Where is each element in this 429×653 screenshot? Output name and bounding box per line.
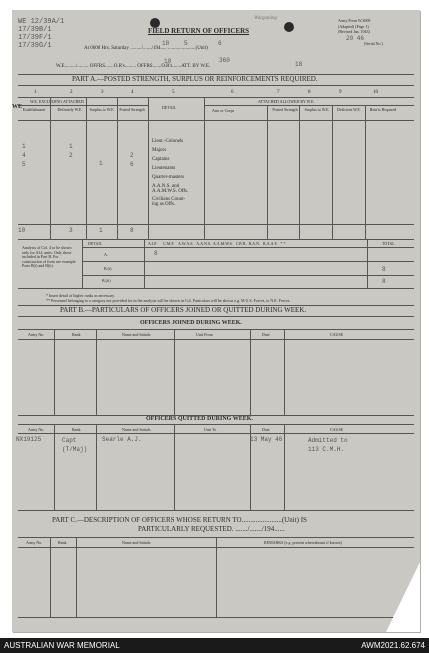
rank-list: Lieut.-Colonels Majors Captains Lieutenants Quarter-masters A.A.N.S. and A.A.M.W.S. Offs. Civilians Count- ing as Offs. [152, 139, 189, 207]
army-form-ref: Army Form W.3008 (Adapted) (Page 1) (Revised Jan. 1943) [338, 18, 371, 34]
part-c-title-2: PARTICULARLY REQUESTED. ......./......./194...... [138, 525, 285, 533]
date-month: 5 [184, 40, 188, 47]
document-sheet: WE 12/39A/1 17/39B/1 17/39F/1 17/39G/1 FIELD RETURN OF OFFICERS Wargaming Army Form W.3008 (Adapted) (Page 1) (Revised Jan. 1943) 20 46 (Serial No.) 18 5 6 At 0600 Hrs. Saturday ........./......./194..... ......................(Unit) 10 360 18 W.E........./......... OFFRS.......O.R's......... OFFRS.......O.R's.......ATT. BY W.E. PART A.—POSTED STRENGTH, SURPLUS OR REINFORCEMENTS REQUIRED. 1 2 3 4 5 6 7 8 9 10 W.E. EXCLUDING ATTACHED ATTACHED ALLOWED BY W.E. DETAIL Establishment Definitely W.E. Surplus to W.E. Posted Strength Arm or Corps Posted Strength Surplus to W.E. Deficient W.E. Rein'ts Required WE Lieut.-Colonels Majors Captains Lieutenants Quarter-masters A.A.N.S. and A.A.M.W.S. Offs. Civilians Count- ing as Offs. 1 4 5 1 2 1 2 6 10 3 1 8 Analysis of Col. 4 to be shown only for ALL units. Only those included in Part B. For construction of form see example Parts B(i) and B(ii). DETAIL A.I.F. C.M.F. A.W.A.S. A.A.N.S. A.A.M.W.S. CIVIL R.A.N. R.A.A.F. * * TOTAL A. B.(i) B.(ii) 8 8 8 * Insert detail of higher ranks as necessary. ** Personnel belonging to a category not provided for in the analysis will be shown in Col. Particulars will be shown e.g. M U.S. Forces, to N.E. Forces. PART B.—PARTICULARS OF OFFICERS JOINED OR QUITTED DURING WEEK. OFFICERS JOINED DURING WEEK. Army No. Rank Name and Initials Unit From Date CAUSE OFFICERS QUITTED DURING WEEK. Army No. Rank Name and Initials Unit To Date CAUSE NX19125 Capt (T/Maj) Searle A.J. 13 May 46 Admitted to 113 C.M.H. PART C.—DESCRIPTION OF OFFICERS WHOSE RETURN TO.......................(Unit) IS PARTICULARLY REQUESTED. ......./......./194...... Army No. Rank Name and Initials REMARKS (e.g. present whereabouts if known) [12, 10, 420, 632]
part-c-title: PART C.—DESCRIPTION OF OFFICERS WHOSE RETURN TO.......................(Unit) IS [52, 516, 307, 524]
att-count: 18 [295, 61, 303, 68]
date-year: 6 [218, 40, 222, 47]
quit-army-no: NX19125 [16, 436, 42, 443]
quit-cause: Admitted to 113 C.M.H. [308, 437, 348, 453]
quit-date: 13 May 46 [250, 436, 283, 443]
analysis-heads: A.I.F. C.M.F. A.W.A.S. A.A.N.S. A.A.M.W.S. CIVIL R.A.N. R.A.A.F. * * [148, 241, 286, 246]
strength-line: W.E........./......... OFFRS.......O.R's......... OFFRS.......O.R's.......ATT. BY W.E. [56, 64, 211, 69]
serial-label: (Serial No.) [364, 41, 383, 46]
col2-values: 1 2 [69, 143, 73, 159]
col3-value: 1 [99, 160, 103, 167]
part-a-title: PART A.—POSTED STRENGTH, SURPLUS OR REINFORCEMENTS REQUIRED. [72, 75, 318, 83]
joined-title: OFFICERS JOINED DURING WEEK. [140, 320, 242, 326]
total-value-2: 8 [382, 278, 386, 285]
quit-name: Searle A.J. [102, 436, 142, 443]
date-line: At 0600 Hrs. Saturday ........./......./194..... ......................(Unit) [84, 46, 208, 51]
handwritten-note: Wargaming [254, 16, 277, 21]
footer-bar [0, 638, 429, 653]
total-col2: 3 [69, 227, 73, 234]
footer-id: AWM2021.62.674 [361, 641, 425, 650]
total-col3: 1 [99, 227, 103, 234]
torn-corner [386, 562, 420, 632]
total-value-1: 8 [382, 266, 386, 273]
col1-values: 1 4 5 [22, 143, 26, 168]
footer-source: AUSTRALIAN WAR MEMORIAL [4, 641, 120, 650]
ors-count: 360 [219, 57, 230, 64]
analysis-note: Analysis of Col. 4 to be shown only for ALL units. Only those included in Part B. For construction of form see example Parts B(i) and B(ii). [22, 245, 76, 268]
total-col4: 8 [130, 227, 134, 234]
total-col1: 10 [18, 227, 26, 234]
offrs-count: 10 [164, 58, 172, 65]
quitted-title: OFFICERS QUITTED DURING WEEK. [146, 416, 253, 422]
date-day: 18 [162, 40, 170, 47]
part-b-title: PART B.—PARTICULARS OF OFFICERS JOINED OR QUITTED DURING WEEK. [60, 306, 307, 314]
aif-value: 8 [154, 250, 158, 257]
col4-values: 2 6 [130, 152, 134, 168]
quit-rank: Capt (T/Maj) [62, 437, 88, 453]
punch-hole [284, 22, 294, 32]
serial-year: 20 46 [346, 35, 365, 42]
unit-codes: WE 12/39A/1 17/39B/1 17/39F/1 17/39G/1 [18, 18, 65, 50]
form-title: FIELD RETURN OF OFFICERS [148, 27, 250, 35]
